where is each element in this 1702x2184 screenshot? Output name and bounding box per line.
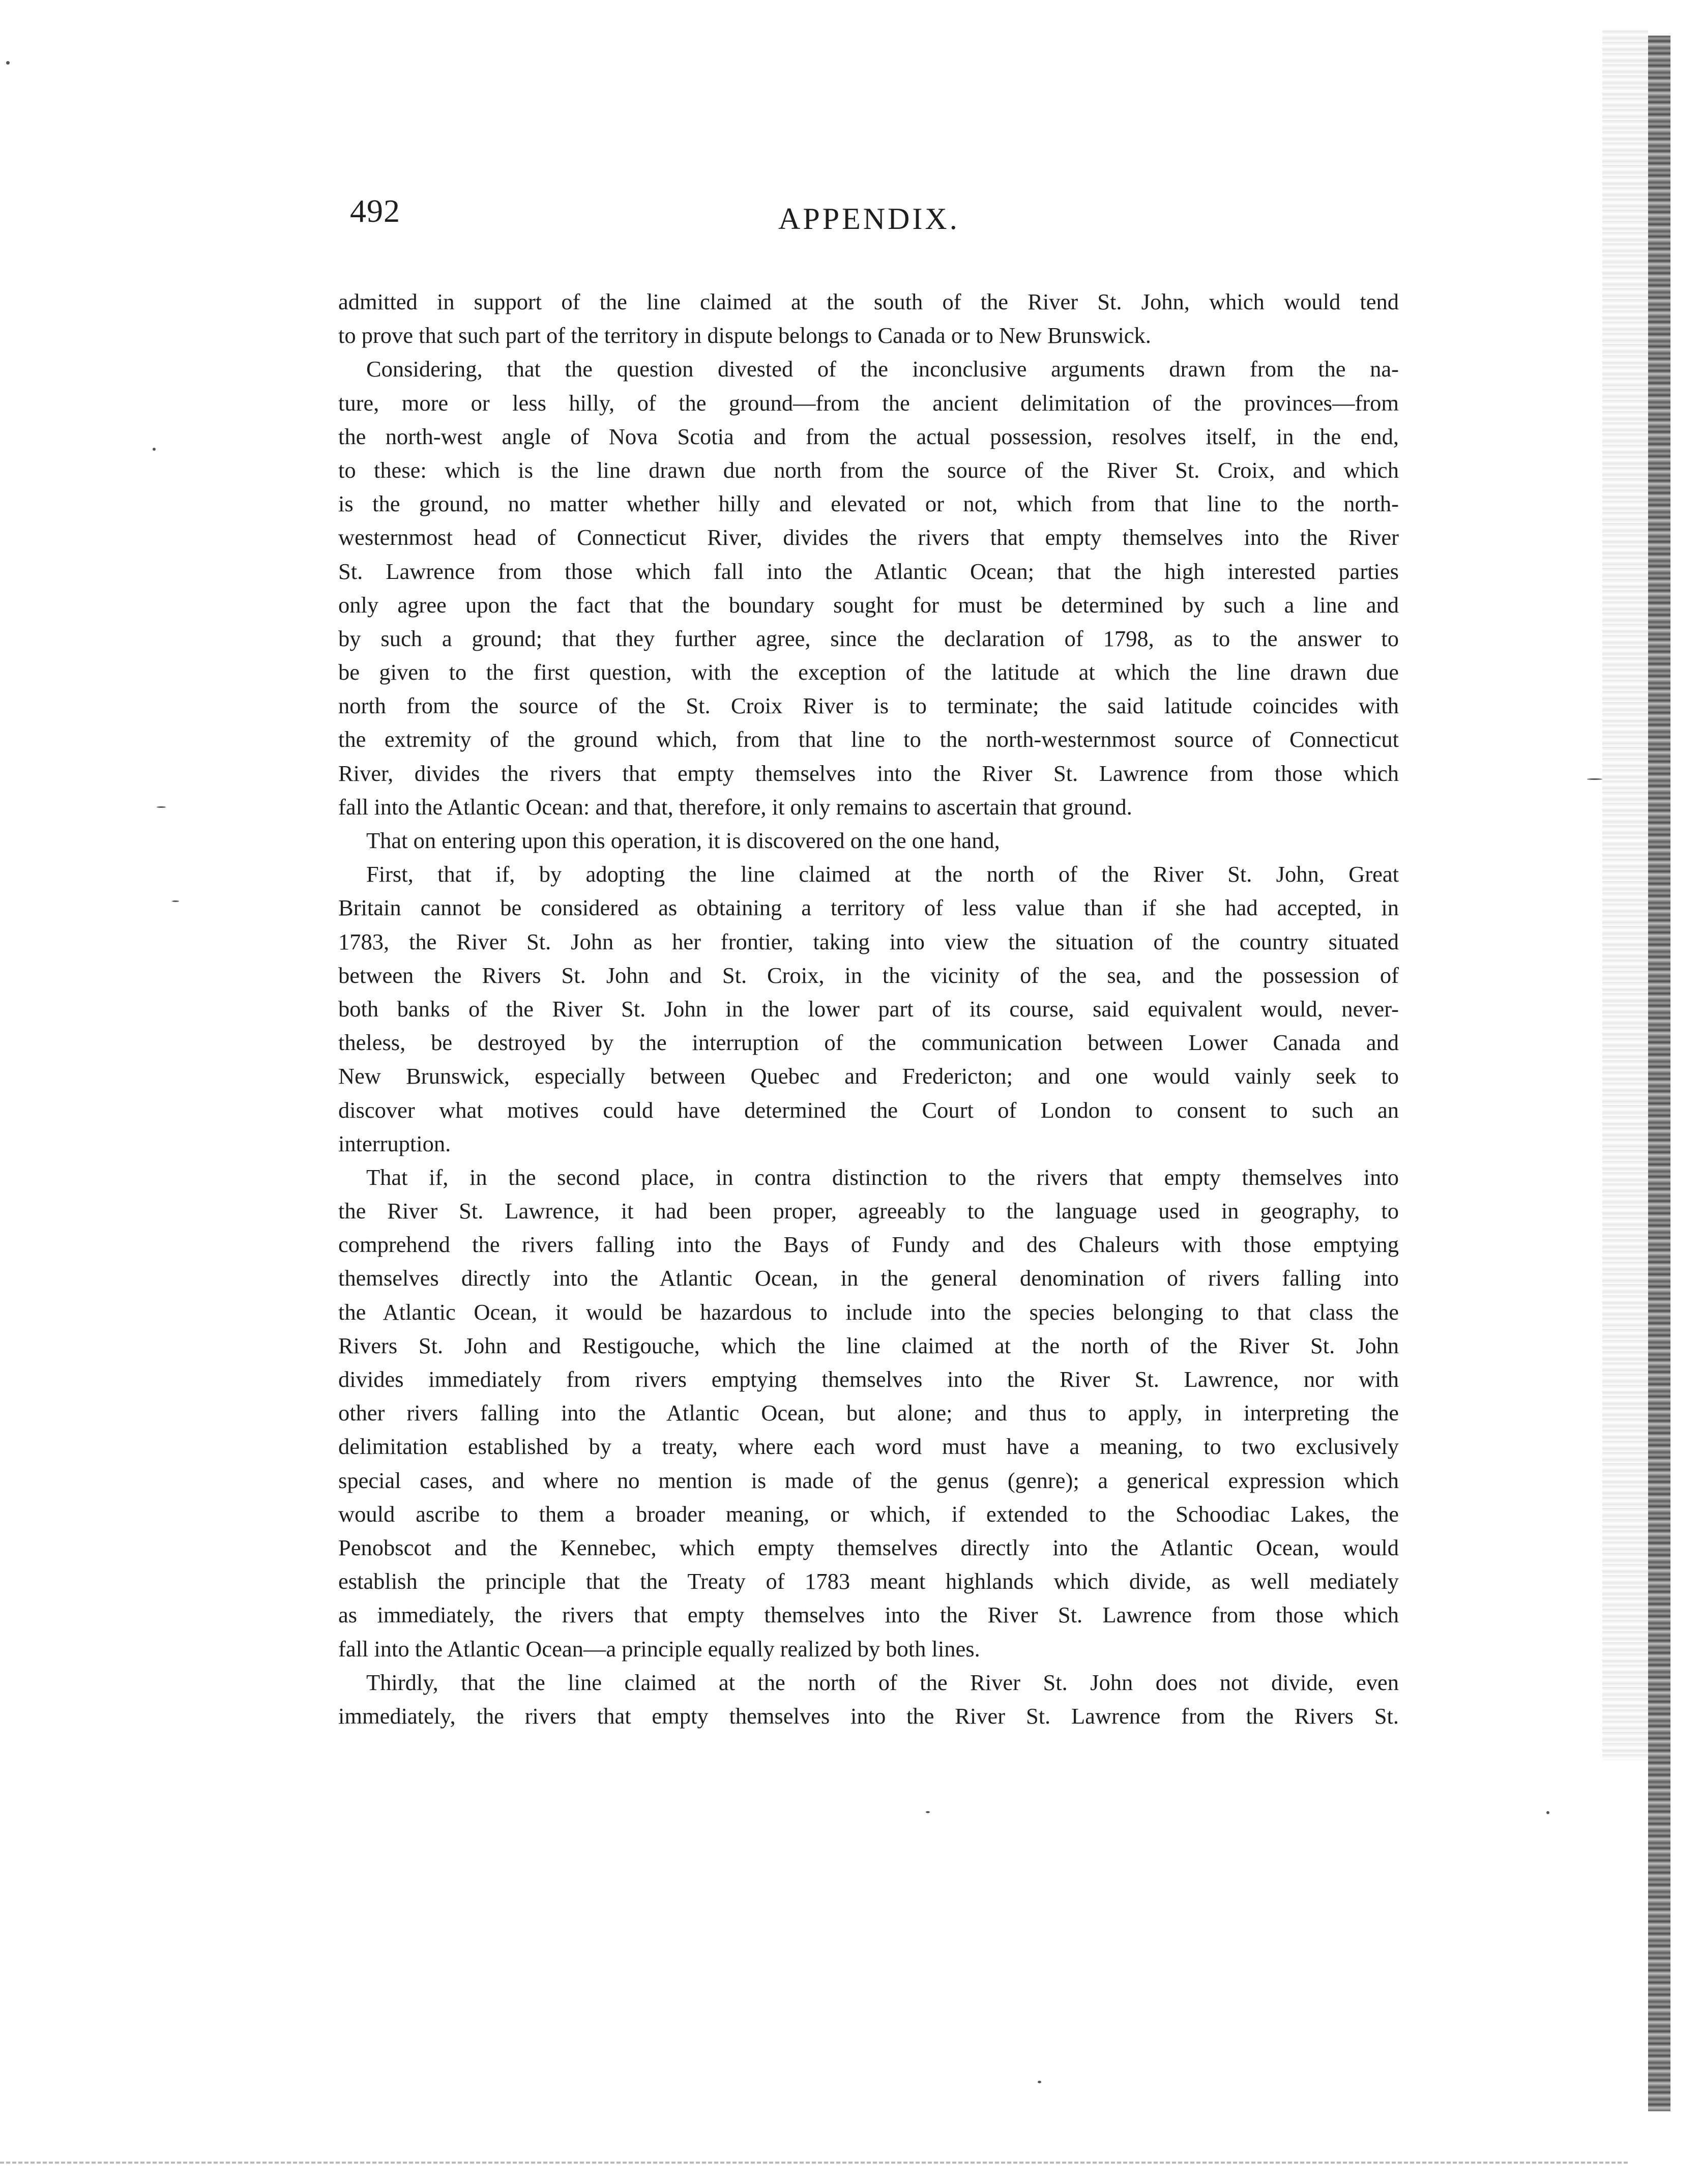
text-line: by such a ground; that they further agree, since the declaration of 1798, as to the answer to	[338, 625, 1399, 651]
text-line: ture, more or less hilly, of the ground—from the ancient delimitation of the provinces—from	[338, 390, 1399, 416]
text-line: is the ground, no matter whether hilly and elevated or not, which from that line to the north-	[338, 491, 1399, 517]
text-line: to prove that such part of the territory in dispute belongs to Canada or to New Brunswick.	[338, 323, 1151, 348]
text-line: between the Rivers St. John and St. Croix, in the vicinity of the sea, and the possession of	[338, 962, 1399, 988]
text-line: other rivers falling into the Atlantic Ocean, but alone; and thus to apply, in interpreting the	[338, 1400, 1399, 1426]
text-line: Considering, that the question divested of the inconclusive arguments drawn from the na-	[366, 356, 1399, 382]
page-number: 492	[350, 193, 400, 229]
text-line: Thirdly, that the line claimed at the north of the River St. John does not divide, even	[366, 1669, 1399, 1695]
text-line: admitted in support of the line claimed at the south of the River St. John, which would tend	[338, 289, 1399, 314]
scan-speck	[926, 1811, 930, 1813]
text-line: establish the principle that the Treaty of 1783 meant highlands which divide, as well mediately	[338, 1568, 1399, 1594]
text-line: Rivers St. John and Restigouche, which the line claimed at the north of the River St. John	[338, 1332, 1399, 1358]
page-edge-shadow	[1602, 31, 1648, 1760]
text-line: as immediately, the rivers that empty themselves into the River St. Lawrence from those which	[338, 1602, 1399, 1628]
text-line: River, divides the rivers that empty themselves into the River St. Lawrence from those which	[338, 760, 1399, 786]
text-line: north from the source of the St. Croix River is to terminate; the said latitude coincides with	[338, 693, 1399, 719]
text-line: delimitation established by a treaty, where each word must have a meaning, to two exclusively	[338, 1434, 1399, 1460]
text-line: the Atlantic Ocean, it would be hazardous to include into the species belonging to that class the	[338, 1299, 1399, 1325]
scan-speck	[1546, 1811, 1549, 1814]
text-line: Britain cannot be considered as obtaining a territory of less value than if she had accepted, in	[338, 895, 1399, 921]
text-line: themselves directly into the Atlantic Ocean, in the general denomination of rivers falling into	[338, 1265, 1399, 1291]
text-line: That if, in the second place, in contra distinction to the rivers that empty themselves into	[366, 1164, 1399, 1190]
scan-speck	[157, 806, 166, 808]
text-line: divides immediately from rivers emptying themselves into the River St. Lawrence, nor with	[338, 1366, 1399, 1392]
text-line: New Brunswick, especially between Quebec and Fredericton; and one would vainly seek to	[338, 1063, 1399, 1089]
scan-speck	[1587, 778, 1602, 780]
text-line: immediately, the rivers that empty themselves into the River St. Lawrence from the Rivers St.	[338, 1703, 1399, 1729]
text-line: to these: which is the line drawn due north from the source of the River St. Croix, and which	[338, 457, 1399, 483]
text-line: the north-west angle of Nova Scotia and from the actual possession, resolves itself, in the end,	[338, 423, 1399, 449]
text-line: interruption.	[338, 1130, 451, 1156]
text-line: be given to the first question, with the exception of the latitude at which the line drawn due	[338, 659, 1399, 685]
text-line: discover what motives could have determined the Court of London to consent to such an	[338, 1097, 1399, 1123]
text-line: First, that if, by adopting the line claimed at the north of the River St. John, Great	[366, 861, 1399, 887]
text-line: theless, be destroyed by the interruption of the communication between Lower Canada and	[338, 1030, 1399, 1056]
text-line: fall into the Atlantic Ocean: and that, therefore, it only remains to ascertain that ground.	[338, 794, 1132, 820]
text-line: comprehend the rivers falling into the Bays of Fundy and des Chaleurs with those emptying	[338, 1232, 1399, 1258]
text-line: only agree upon the fact that the boundary sought for must be determined by such a line and	[338, 592, 1399, 618]
body-text	[338, 285, 1399, 1733]
text-line: Penobscot and the Kennebec, which empty themselves directly into the Atlantic Ocean, would	[338, 1534, 1399, 1560]
text-line: the extremity of the ground which, from that line to the north-westernmost source of Connecticut	[338, 726, 1399, 752]
bottom-scan-rule	[0, 2162, 1628, 2164]
scan-speck	[172, 900, 179, 902]
scan-speck	[6, 61, 10, 65]
text-line: westernmost head of Connecticut River, divides the rivers that empty themselves into the River	[338, 525, 1399, 550]
text-line: 1783, the River St. John as her frontier, taking into view the situation of the country situated	[338, 928, 1399, 954]
text-line: the River St. Lawrence, it had been proper, agreeably to the language used in geography, to	[338, 1198, 1399, 1224]
scan-speck	[153, 448, 156, 451]
text-line: would ascribe to them a broader meaning, or which, if extended to the Schoodiac Lakes, the	[338, 1501, 1399, 1527]
running-head-title: APPENDIX.	[778, 202, 960, 236]
text-line: special cases, and where no mention is made of the genus (genre); a generical expression which	[338, 1467, 1399, 1493]
page-edge-binding	[1648, 36, 1670, 2111]
text-line: That on entering upon this operation, it is discovered on the one hand,	[366, 828, 1000, 853]
text-line: fall into the Atlantic Ocean—a principle equally realized by both lines.	[338, 1636, 980, 1662]
text-line: both banks of the River St. John in the lower part of its course, said equivalent would, never-	[338, 996, 1399, 1022]
scan-speck	[1038, 2081, 1041, 2083]
text-line: St. Lawrence from those which fall into the Atlantic Ocean; that the high interested parties	[338, 558, 1399, 584]
